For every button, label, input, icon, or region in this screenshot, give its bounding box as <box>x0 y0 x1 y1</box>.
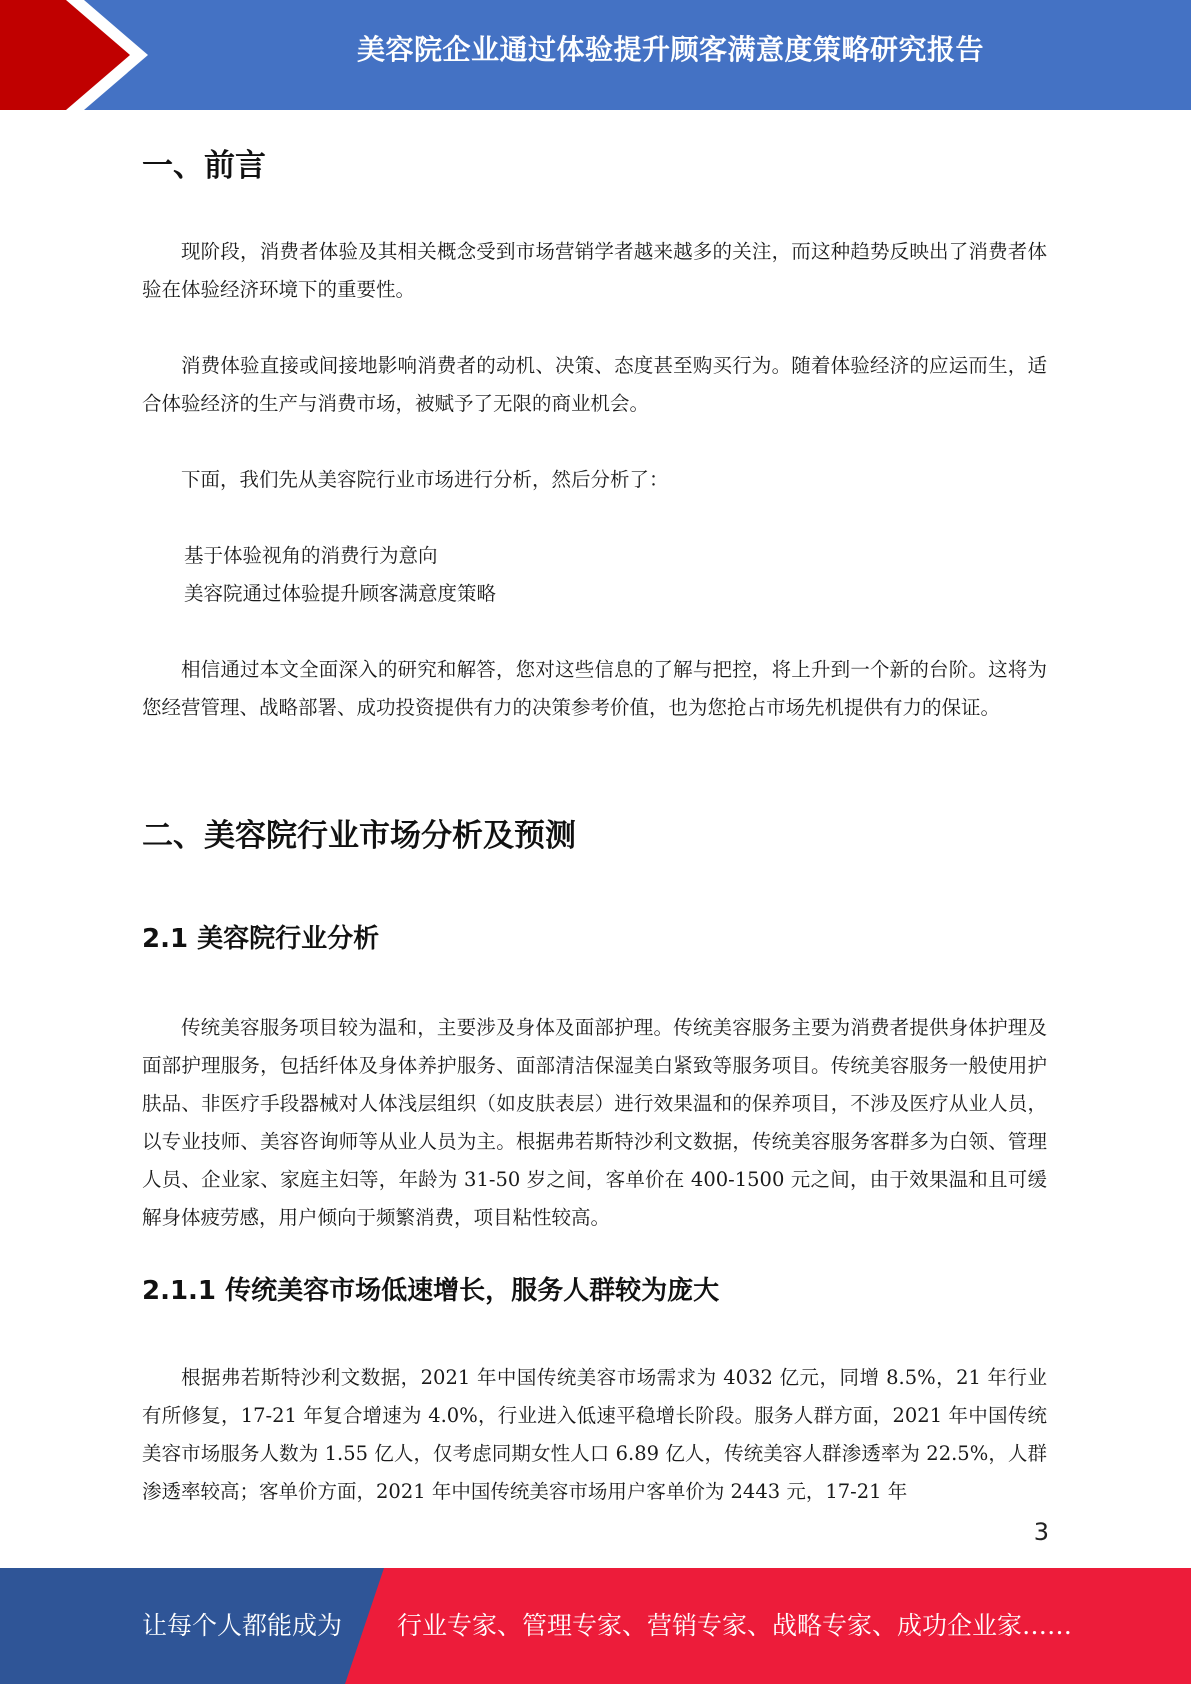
subsection-heading-2-1-1: 2.1.1 传统美容市场低速增长，服务人群较为庞大 <box>142 1276 720 1306</box>
subsection-heading-2-1: 2.1 美容院行业分析 <box>142 924 380 954</box>
footer-slogan-right: 行业专家、管理专家、营销专家、战略专家、成功企业家…… <box>397 1611 1073 1640</box>
section-heading-preface: 一、前言 <box>142 148 266 184</box>
header-banner <box>0 0 1191 110</box>
list-item: 美容院通过体验提升顾客满意度策略 <box>184 582 497 605</box>
list-item: 基于体验视角的消费行为意向 <box>184 544 438 567</box>
red-chevron-decoration <box>0 0 160 110</box>
footer-banner <box>0 1568 1191 1684</box>
paragraph-preface-3: 下面，我们先从美容院行业市场进行分析，然后分析了： <box>181 468 669 491</box>
report-title: 美容院企业通过体验提升顾客满意度策略研究报告 <box>356 33 984 66</box>
paragraph-preface-2: 消费体验直接或间接地影响消费者的动机、决策、态度甚至购买行为。随着体验经济的应运而生，适合体验经济的生产与消费市场，被赋予了无限的商业机会。 <box>142 354 1047 415</box>
section-heading-market-analysis: 二、美容院行业市场分析及预测 <box>142 818 576 854</box>
paragraph-preface-1: 现阶段，消费者体验及其相关概念受到市场营销学者越来越多的关注，而这种趋势反映出了消费者体验在体验经济环境下的重要性。 <box>142 240 1047 301</box>
paragraph-industry-analysis: 传统美容服务项目较为温和，主要涉及身体及面部护理。传统美容服务主要为消费者提供身体护理及面部护理服务，包括纤体及身体养护服务、面部清洁保湿美白紧致等服务项目。传统美容服务一般使用护肤品、非医疗手段器械对人体浅层组织（如皮肤表层）进行效果温和的保养项目，不涉及医疗从业人员，以专业技师、美容咨询师等从业人员为主。根据弗若斯特沙利文数据，传统美容服务客群多为白领、管理人员、企业家、家庭主妇等，年龄为 31-50 岁之间，客单价在 400-1500 元之间，由于效果温和且可缓解身体疲劳感，用户倾向于频繁消费，项目粘性较高。 <box>142 1016 1047 1229</box>
page-number: 3 <box>1033 1518 1049 1546</box>
paragraph-traditional-market: 根据弗若斯特沙利文数据，2021 年中国传统美容市场需求为 4032 亿元，同增 8.5%，21 年行业有所修复，17-21 年复合增速为 4.0%，行业进入低速平稳增长阶段。服务人群方面，2021 年中国传统美容市场服务人数为 1.55 亿人，仅考虑同期女性人口 6.89 亿人，传统美容人群渗透率为 22.5%，人群渗透率较高；客单价方面，2021 年中国传统美容市场用户客单价为 2443 元，17-21 年 <box>142 1366 1047 1503</box>
footer-slogan-left: 让每个人都能成为 <box>142 1611 343 1640</box>
paragraph-preface-closing: 相信通过本文全面深入的研究和解答，您对这些信息的了解与把控，将上升到一个新的台阶。这将为您经营管理、战略部署、成功投资提供有力的决策参考价值，也为您抢占市场先机提供有力的保证。 <box>142 658 1047 719</box>
preface-topic-list <box>184 537 496 613</box>
